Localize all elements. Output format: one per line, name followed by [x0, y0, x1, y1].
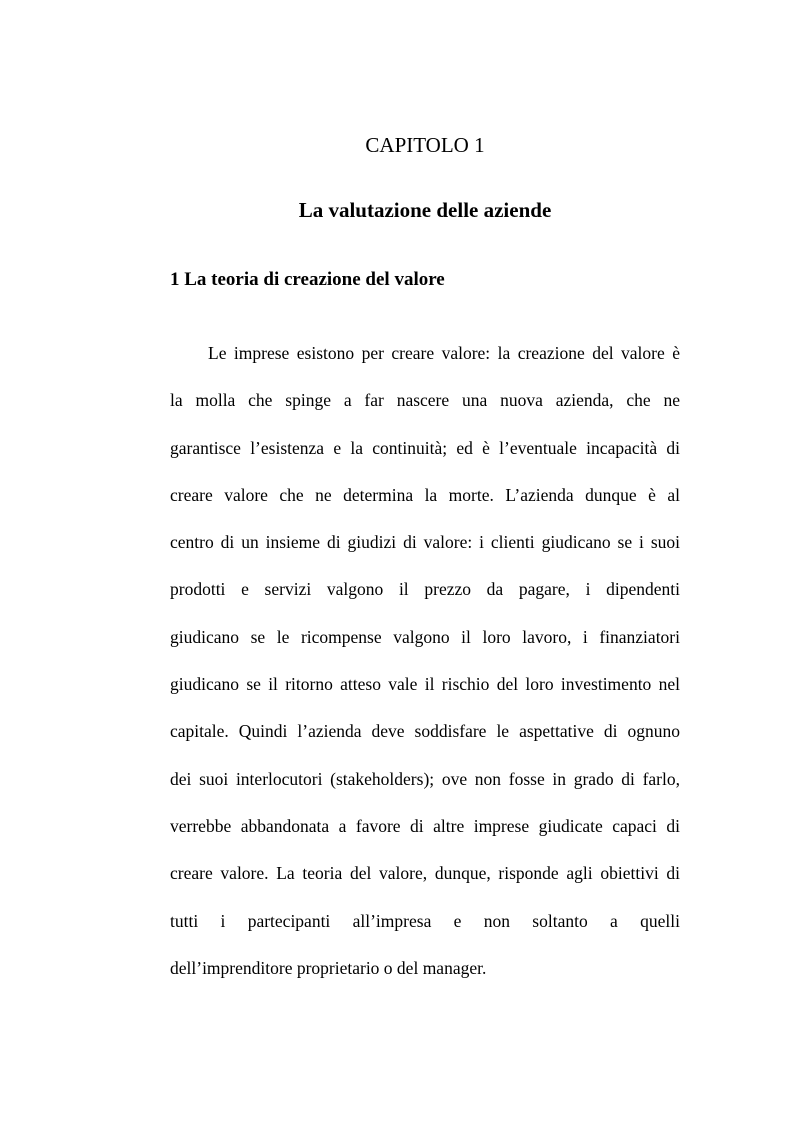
body-paragraph — [170, 330, 680, 992]
paragraph-line: giudicano se il ritorno atteso vale il rischio del loro investimento nel — [170, 674, 680, 695]
chapter-title: La valutazione delle aziende — [298, 198, 552, 222]
paragraph-line: tutti i partecipanti all’impresa e non soltanto a quelli — [170, 910, 680, 931]
paragraph-line: la molla che spinge a far nascere una nuova azienda, che ne — [170, 390, 680, 411]
chapter-label: CAPITOLO 1 — [365, 133, 485, 157]
paragraph-line: giudicano se le ricompense valgono il loro lavoro, i finanziatori — [170, 626, 680, 647]
paragraph-line: dell’imprenditore proprietario o del manager. — [170, 957, 487, 978]
paragraph-line: creare valore che ne determina la morte. L’azienda dunque è al — [170, 484, 680, 505]
paragraph-line: verrebbe abbandonata a favore di altre imprese giudicate capaci di — [170, 815, 680, 836]
paragraph-line: dei suoi interlocutori (stakeholders); ove non fosse in grado di farlo, — [170, 768, 680, 789]
paragraph-line: garantisce l’esistenza e la continuità; ed è l’eventuale incapacità di — [170, 437, 680, 458]
paragraph-line: prodotti e servizi valgono il prezzo da pagare, i dipendenti — [170, 579, 680, 600]
section-heading: 1 La teoria di creazione del valore — [170, 269, 445, 290]
paragraph-line: centro di un insieme di giudizi di valore: i clienti giudicano se i suoi — [170, 532, 680, 553]
paragraph-line: Le imprese esistono per creare valore: la creazione del valore è — [208, 343, 680, 363]
paragraph-line: capitale. Quindi l’azienda deve soddisfare le aspettative di ognuno — [170, 721, 680, 742]
paragraph-line: creare valore. La teoria del valore, dunque, risponde agli obiettivi di — [170, 863, 680, 884]
